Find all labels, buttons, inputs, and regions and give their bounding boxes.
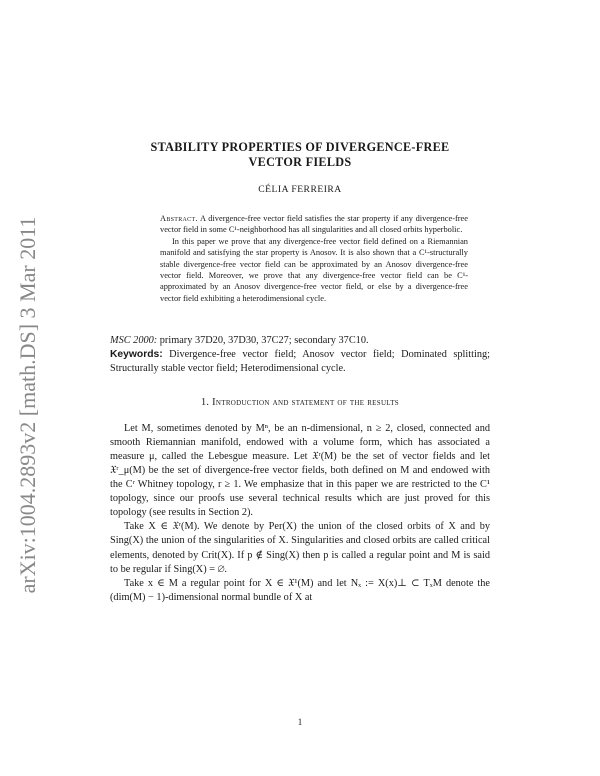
body-paragraph-2: Take X ∈ 𝔛ʳ(M). We denote by Per(X) the union of the closed orbits of X and by Sing(X) the union of the singularities of X. Singularities and closed orbits are called critical elements, denoted by Crit(X). If p ∉ Sing(X) then p is called a regular point and M is said to be regular if Sing(X) = ∅.	[110, 521, 490, 575]
paper-title	[110, 140, 490, 170]
arxiv-identifier-svg	[14, 190, 42, 620]
msc-label: MSC 2000:	[110, 335, 158, 347]
section-heading: 1. Introduction and statement of the results	[200, 396, 400, 408]
abstract-text-1: A divergence-free vector field satisfies the star property if any divergence-free vector field in some C¹-neighborhood has all singularities and all closed orbits hyperbolic.	[160, 214, 468, 235]
body-paragraph-1: Let M, sometimes denoted by Mⁿ, be an n-dimensional, n ≥ 2, closed, connected and smooth Riemannian manifold, endowed with a volume form, which has associated a measure μ, called the Lebesgue measure. Let 𝔛ʳ(M) be the set of vector fields and let 𝔛ʳ_μ(M) be the set of divergence-free vector fields, both defined on M and endowed with the Cʳ Whitney topology, r ≥ 1. We emphasize that in this paper we are restricted to the C¹ topology, since our proofs use several technical results which are just proved for this topology (see results in Section 2).	[110, 422, 490, 519]
keywords-text: Divergence-free vector field; Anosov vector field; Dominated splitting; Structurally stable vector field; Heterodimensional cycle.	[110, 349, 491, 375]
arxiv-identifier-text: arXiv:1004.2893v2 [math.DS] 3 Mar 2011	[15, 216, 40, 594]
abstract-paragraph-1	[160, 213, 468, 236]
msc-classification	[110, 334, 490, 348]
keywords	[110, 348, 490, 376]
abstract-paragraph-2: In this paper we prove that any divergence-free vector field defined on a Riemannian manifold and satisfying the star property is Anosov. It is also shown that a C¹-structurally stable divergence-free vector field can be approximated by an Anosov divergence-free vector field. Moreover, we prove that any divergence-free vector field can be C¹-approximated by an Anosov divergence-free vector field, or else by a divergence-free vector field exhibiting a heterodimensional cycle.	[160, 236, 468, 303]
body-text	[110, 422, 490, 605]
page-number: 1	[297, 717, 303, 727]
author-name: CÉLIA FERREIRA	[258, 184, 342, 195]
body-paragraph-3: Take x ∈ M a regular point for X ∈ 𝔛¹(M) and let Nₓ := X(x)⊥ ⊂ TₓM denote the (dim(M) − 1)-dimensional normal bundle of X at	[110, 577, 490, 603]
abstract-heading: Abstract.	[160, 214, 198, 223]
paper-page	[110, 140, 490, 605]
title-line-1: STABILITY PROPERTIES OF DIVERGENCE-FREE	[150, 140, 450, 154]
arxiv-identifier-stamp	[14, 190, 42, 620]
msc-text: primary 37D20, 37D30, 37C27; secondary 37C10.	[159, 335, 369, 347]
keywords-label: Keywords:	[110, 349, 163, 361]
title-line-2: VECTOR FIELDS	[248, 155, 352, 169]
abstract	[160, 213, 468, 304]
